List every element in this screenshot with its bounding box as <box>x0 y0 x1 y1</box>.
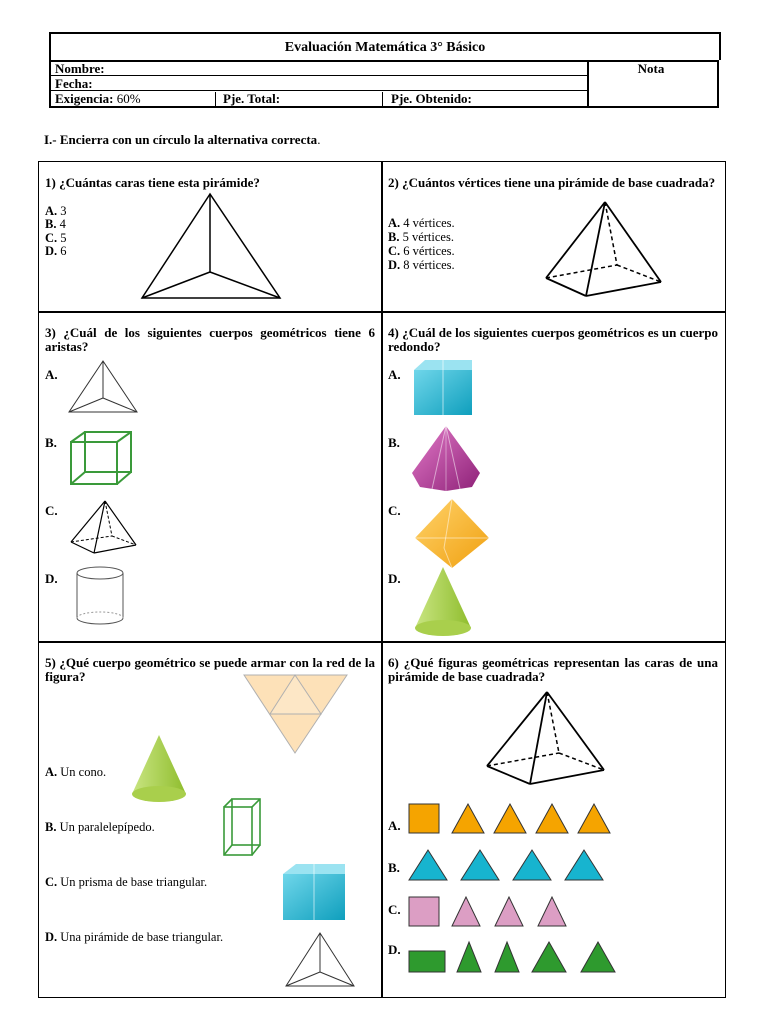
q5-c-letter: C. <box>45 875 58 889</box>
q2-option-c[interactable] <box>388 244 455 258</box>
exigencia-value: 60% <box>116 91 141 106</box>
q4-octahedron-figure[interactable] <box>414 498 490 570</box>
q3-square-pyramid-figure[interactable] <box>70 500 138 556</box>
q2-option-b[interactable] <box>388 230 454 244</box>
q5-option-d[interactable] <box>45 930 223 944</box>
q5-option-c[interactable] <box>45 875 207 889</box>
q1-option-a[interactable] <box>45 204 67 218</box>
q1-b-text: 4 <box>59 217 66 231</box>
pje-obtenido-label: Pje. Obtenido: <box>391 91 472 106</box>
header-table <box>49 32 719 106</box>
q1-a-text: 3 <box>60 204 67 218</box>
fecha-row[interactable] <box>51 77 587 91</box>
q3-cube-figure[interactable] <box>69 430 133 486</box>
q5-b-letter: B. <box>45 820 57 834</box>
q2-option-d[interactable] <box>388 258 455 272</box>
q1-d-text: 6 <box>60 244 67 258</box>
nota-box[interactable] <box>585 60 719 108</box>
q5-cone-figure <box>131 734 187 804</box>
q5-d-letter: D. <box>45 930 58 944</box>
q2-c-letter: C. <box>388 244 401 258</box>
pje-total-label: Pje. Total: <box>223 91 281 106</box>
q2-a-text: 4 vértices. <box>403 216 455 230</box>
q4-cone-figure[interactable] <box>414 566 472 638</box>
grid-divider-row2 <box>38 641 726 643</box>
q4-hexagonal-pyramid-figure[interactable] <box>410 425 482 493</box>
pje-obtenido-cell[interactable] <box>387 92 581 106</box>
q1-option-c[interactable] <box>45 231 67 245</box>
q6-option-b-shapes[interactable] <box>408 848 608 882</box>
q5-option-a[interactable] <box>45 765 106 779</box>
grid-divider-row1 <box>38 311 726 313</box>
q5-a-letter: A. <box>45 765 58 779</box>
q3-option-a[interactable]: A. <box>45 367 58 382</box>
q6-option-c-shapes[interactable] <box>408 895 573 928</box>
q6-square-pyramid-figure <box>485 690 607 786</box>
q5-c-text: Un prisma de base triangular. <box>60 875 208 889</box>
question-2: 2) ¿Cuántos vértices tiene una pirámide de base cuadrada? <box>388 175 716 190</box>
q6-option-b[interactable]: B. <box>388 860 400 875</box>
q1-d-letter: D. <box>45 244 58 258</box>
q2-a-letter: A. <box>388 216 401 230</box>
q5-triangular-prism-figure <box>282 862 348 922</box>
q1-a-letter: A. <box>45 204 58 218</box>
q5-prism-figure <box>222 797 264 857</box>
q6-option-a[interactable]: A. <box>388 818 401 833</box>
q5-d-text: Una pirámide de base triangular. <box>60 930 224 944</box>
exigencia-label: Exigencia: <box>55 91 114 106</box>
question-5: 5) ¿Qué cuerpo geométrico se puede armar con la red de la figura? <box>45 655 375 684</box>
q4-option-b[interactable]: B. <box>388 435 400 450</box>
q6-option-d[interactable]: D. <box>388 942 401 957</box>
q1-c-text: 5 <box>60 231 67 245</box>
q2-b-text: 5 vértices. <box>402 230 454 244</box>
q3-cylinder-figure[interactable] <box>75 566 125 626</box>
question-4: 4) ¿Cuál de los siguientes cuerpos geométricos es un cuerpo redondo? <box>388 325 718 354</box>
exam-title: Evaluación Matemática 3° Básico <box>49 32 721 60</box>
q2-square-pyramid-figure <box>544 200 664 298</box>
q4-triangular-prism-figure[interactable] <box>413 358 475 416</box>
q3-option-b[interactable]: B. <box>45 435 57 450</box>
instruction-text: I.- Encierra con un círculo la alternativa correcta <box>44 132 318 147</box>
q2-d-letter: D. <box>388 258 401 272</box>
score-row <box>51 92 587 106</box>
q5-option-b[interactable] <box>45 820 155 834</box>
q1-c-letter: C. <box>45 231 58 245</box>
q5-a-text: Un cono. <box>60 765 107 779</box>
question-1: 1) ¿Cuántas caras tiene esta pirámide? <box>45 175 260 190</box>
q2-b-letter: B. <box>388 230 400 244</box>
q5-tetrahedron-figure <box>285 932 355 988</box>
question-6: 6) ¿Qué figuras geométricas representan las caras de una pirámide de base cuadrada? <box>388 655 718 684</box>
q1-option-d[interactable] <box>45 244 67 258</box>
nota-label: Nota <box>637 61 665 76</box>
q2-c-text: 6 vértices. <box>403 244 455 258</box>
q4-option-c[interactable]: C. <box>388 503 401 518</box>
exigencia-cell <box>55 92 216 106</box>
fecha-label: Fecha: <box>55 76 93 91</box>
grid-divider-vertical <box>381 161 383 998</box>
q3-option-c[interactable]: C. <box>45 503 58 518</box>
q1-pyramid-figure <box>140 192 282 300</box>
nombre-label: Nombre: <box>55 61 105 76</box>
instruction <box>44 132 320 148</box>
q6-option-c[interactable]: C. <box>388 902 401 917</box>
q6-option-a-shapes[interactable] <box>408 803 613 835</box>
q4-option-a[interactable]: A. <box>388 367 401 382</box>
q1-b-letter: B. <box>45 217 57 231</box>
q6-option-d-shapes[interactable] <box>408 940 618 974</box>
question-3: 3) ¿Cuál de los siguientes cuerpos geométricos tiene 6 aristas? <box>45 325 375 354</box>
q5-b-text: Un paralelepípedo. <box>59 820 155 834</box>
q5-net-figure <box>243 674 349 754</box>
nombre-row[interactable] <box>51 62 587 76</box>
q3-option-d[interactable]: D. <box>45 571 58 586</box>
q1-option-b[interactable] <box>45 217 66 231</box>
q2-d-text: 8 vértices. <box>403 258 455 272</box>
q3-tetrahedron-figure[interactable] <box>68 360 138 414</box>
instruction-dot: . <box>317 132 321 147</box>
q4-option-d[interactable]: D. <box>388 571 401 586</box>
student-info <box>49 60 589 108</box>
q2-option-a[interactable] <box>388 216 455 230</box>
pje-total-cell[interactable] <box>219 92 383 106</box>
